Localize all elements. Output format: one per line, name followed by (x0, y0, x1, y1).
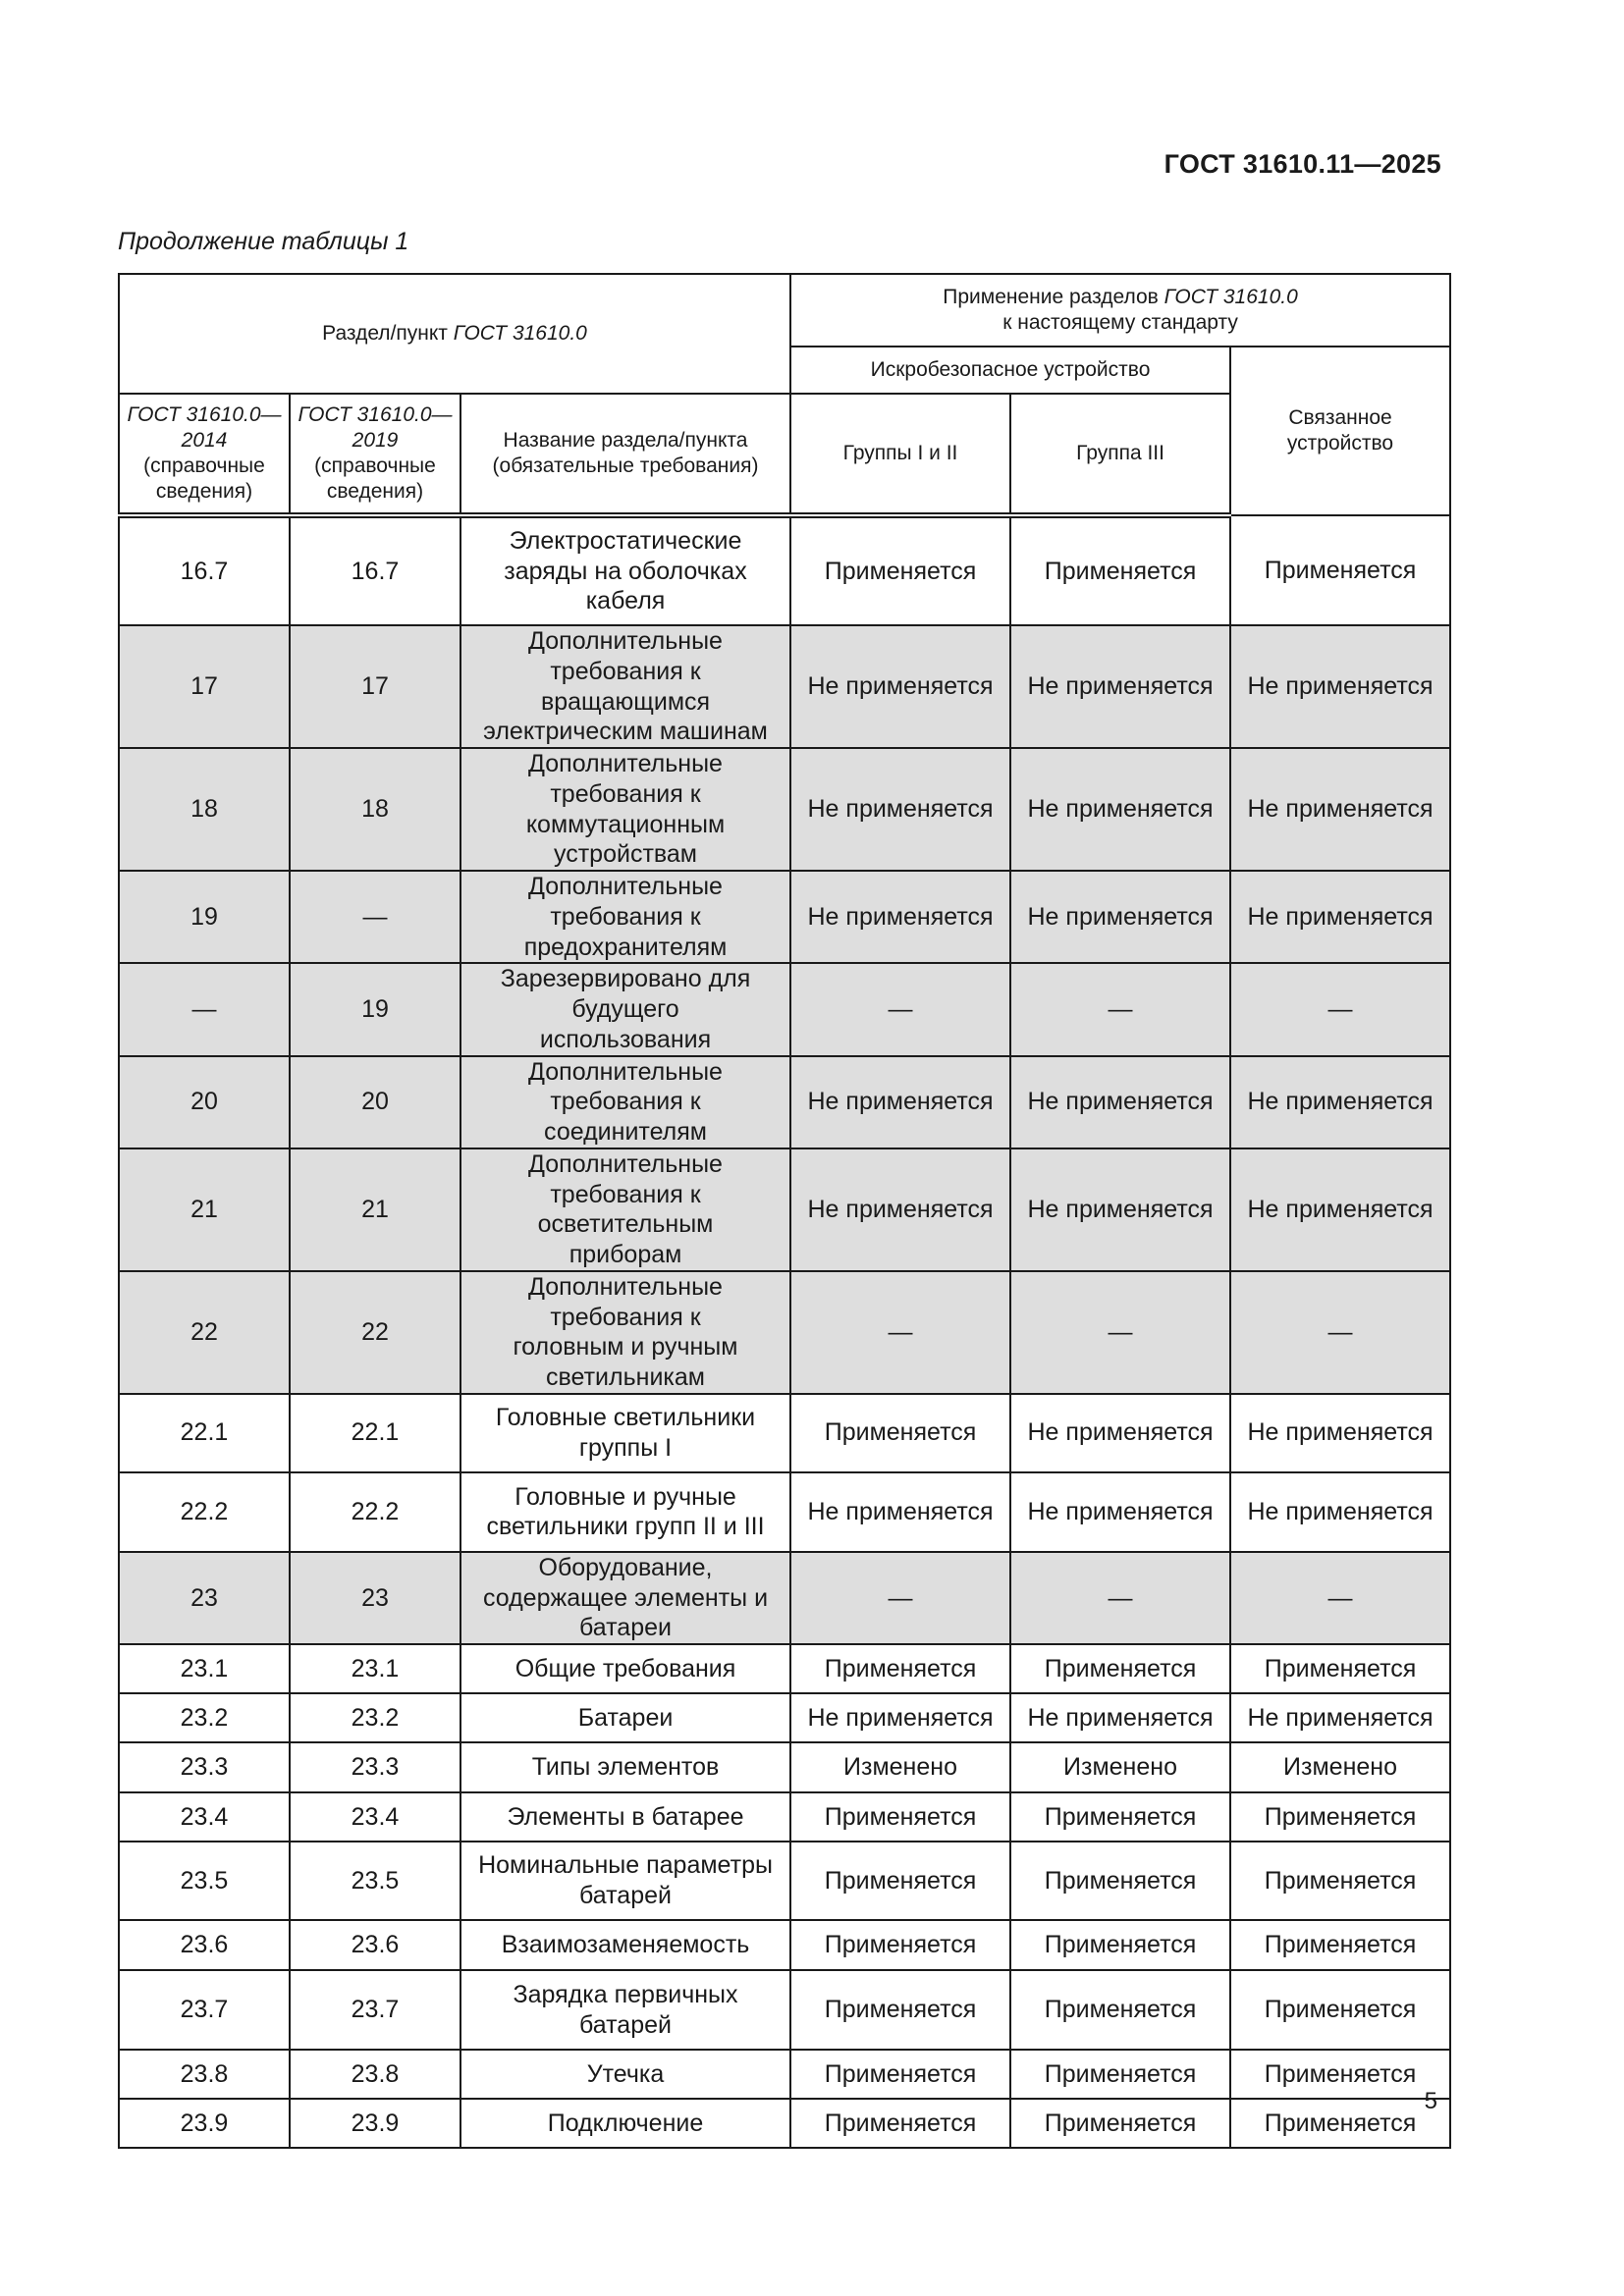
cell-associated: Не применяется (1230, 871, 1450, 963)
cell-associated: Не применяется (1230, 1693, 1450, 1742)
cell-associated: Не применяется (1230, 625, 1450, 748)
cell-associated: — (1230, 963, 1450, 1055)
intrinsic-device-header: Искробезопасное устройство (790, 347, 1230, 394)
cell-2014: 20 (119, 1056, 290, 1148)
cell-group-3: Применяется (1010, 1792, 1230, 1842)
cell-2019: — (290, 871, 460, 963)
table-row (119, 1792, 1450, 1842)
cell-name: Взаимозаменяемость (460, 1920, 790, 1970)
table-row (119, 2050, 1450, 2099)
cell-group-3: Не применяется (1010, 748, 1230, 871)
cell-2019: 23.6 (290, 1920, 460, 1970)
table-row (119, 1472, 1450, 1552)
cell-group-3: Изменено (1010, 1742, 1230, 1792)
cell-groups-1-2: Применяется (790, 1644, 1010, 1693)
requirements-table (118, 273, 1451, 2149)
cell-2019: 22.1 (290, 1394, 460, 1472)
cell-2014: 23.4 (119, 1792, 290, 1842)
cell-2019: 23.1 (290, 1644, 460, 1693)
cell-groups-1-2: Не применяется (790, 1472, 1010, 1552)
cell-2014: 23.5 (119, 1842, 290, 1920)
table-row (119, 1644, 1450, 1693)
cell-2019: 17 (290, 625, 460, 748)
cell-associated: Не применяется (1230, 1472, 1450, 1552)
cell-2014: 22 (119, 1271, 290, 1394)
cell-associated: Не применяется (1230, 1394, 1450, 1472)
cell-groups-1-2: Применяется (790, 1920, 1010, 1970)
cell-2014: 17 (119, 625, 290, 748)
cell-groups-1-2: Не применяется (790, 1148, 1010, 1271)
cell-2019: 23.8 (290, 2050, 460, 2099)
cell-associated: Применяется (1230, 1792, 1450, 1842)
cell-associated: Изменено (1230, 1742, 1450, 1792)
cell-associated: Применяется (1230, 515, 1450, 625)
cell-name: Дополнительные требования к головным и ручным светильникам (460, 1271, 790, 1394)
cell-associated: Применяется (1230, 2050, 1450, 2099)
group-3-header: Группа III (1010, 394, 1230, 515)
cell-group-3: Применяется (1010, 1842, 1230, 1920)
cell-name: Подключение (460, 2099, 790, 2148)
cell-associated: Не применяется (1230, 1056, 1450, 1148)
page-number: 5 (1424, 2088, 1437, 2114)
cell-2019: 16.7 (290, 515, 460, 625)
cell-associated: Не применяется (1230, 1148, 1450, 1271)
cell-group-3: Применяется (1010, 1920, 1230, 1970)
cell-2019: 23.2 (290, 1693, 460, 1742)
cell-2019: 23.4 (290, 1792, 460, 1842)
cell-group-3: Не применяется (1010, 1148, 1230, 1271)
cell-2014: 18 (119, 748, 290, 871)
table-row (119, 625, 1450, 748)
cell-2014: — (119, 963, 290, 1055)
cell-associated: Применяется (1230, 2099, 1450, 2148)
cell-name: Зарезервировано для будущего использования (460, 963, 790, 1055)
cell-2014: 16.7 (119, 515, 290, 625)
cell-associated: Применяется (1230, 1842, 1450, 1920)
table-row (119, 1970, 1450, 2050)
cell-groups-1-2: Не применяется (790, 1056, 1010, 1148)
cell-name: Батареи (460, 1693, 790, 1742)
table-caption: Продолжение таблицы 1 (118, 228, 409, 255)
cell-2014: 21 (119, 1148, 290, 1271)
cell-2019: 19 (290, 963, 460, 1055)
cell-group-3: Не применяется (1010, 1693, 1230, 1742)
cell-2019: 23.5 (290, 1842, 460, 1920)
cell-name: Дополнительные требования к предохранителям (460, 871, 790, 963)
table-row (119, 748, 1450, 871)
cell-group-3: Не применяется (1010, 871, 1230, 963)
cell-name: Дополнительные требования к осветительным приборам (460, 1148, 790, 1271)
cell-group-3: Не применяется (1010, 1472, 1230, 1552)
cell-groups-1-2: Применяется (790, 1792, 1010, 1842)
table-row (119, 1693, 1450, 1742)
cell-2019: 22.2 (290, 1472, 460, 1552)
cell-name: Дополнительные требования к соединителям (460, 1056, 790, 1148)
table-row (119, 963, 1450, 1055)
table-row (119, 1920, 1450, 1970)
cell-name: Общие требования (460, 1644, 790, 1693)
cell-associated: Применяется (1230, 1970, 1450, 2050)
groups-1-2-header: Группы I и II (790, 394, 1010, 515)
cell-2019: 20 (290, 1056, 460, 1148)
cell-group-3: Применяется (1010, 515, 1230, 625)
cell-groups-1-2: Применяется (790, 2050, 1010, 2099)
cell-name: Дополнительные требования к вращающимся электрическим машинам (460, 625, 790, 748)
table-row (119, 1842, 1450, 1920)
cell-name: Утечка (460, 2050, 790, 2099)
cell-groups-1-2: Не применяется (790, 748, 1010, 871)
cell-groups-1-2: Не применяется (790, 1693, 1010, 1742)
cell-groups-1-2: — (790, 963, 1010, 1055)
table-body (119, 515, 1450, 2148)
cell-name: Головные светильники группы I (460, 1394, 790, 1472)
table-row (119, 1394, 1450, 1472)
cell-2014: 23.9 (119, 2099, 290, 2148)
cell-group-3: Не применяется (1010, 625, 1230, 748)
cell-2019: 23.7 (290, 1970, 460, 2050)
col-2019-header: ГОСТ 31610.0—2019 (справочные сведения) (290, 394, 460, 515)
table-row (119, 2099, 1450, 2148)
cell-name: Элементы в батарее (460, 1792, 790, 1842)
cell-group-3: — (1010, 1552, 1230, 1644)
section-header: Раздел/пункт ГОСТ 31610.0 (119, 274, 790, 394)
cell-groups-1-2: Не применяется (790, 625, 1010, 748)
cell-groups-1-2: Применяется (790, 1842, 1010, 1920)
application-header: Применение разделов ГОСТ 31610.0 к настоящему стандарту (790, 274, 1450, 347)
cell-2019: 23 (290, 1552, 460, 1644)
cell-name: Оборудование, содержащее элементы и батареи (460, 1552, 790, 1644)
cell-name: Электростатические заряды на оболочках кабеля (460, 515, 790, 625)
cell-group-3: Применяется (1010, 2050, 1230, 2099)
cell-group-3: Не применяется (1010, 1394, 1230, 1472)
cell-group-3: Применяется (1010, 1970, 1230, 2050)
cell-group-3: Применяется (1010, 2099, 1230, 2148)
table-row (119, 1056, 1450, 1148)
cell-associated: Не применяется (1230, 748, 1450, 871)
cell-2019: 22 (290, 1271, 460, 1394)
cell-associated: — (1230, 1271, 1450, 1394)
cell-associated: — (1230, 1552, 1450, 1644)
cell-2019: 21 (290, 1148, 460, 1271)
cell-2014: 23.2 (119, 1693, 290, 1742)
name-col-header: Название раздела/пункта (обязательные требования) (460, 394, 790, 515)
cell-group-3: — (1010, 963, 1230, 1055)
cell-2014: 23 (119, 1552, 290, 1644)
cell-2019: 23.9 (290, 2099, 460, 2148)
cell-groups-1-2: Применяется (790, 2099, 1010, 2148)
cell-name: Дополнительные требования к коммутационным устройствам (460, 748, 790, 871)
cell-groups-1-2: Изменено (790, 1742, 1010, 1792)
cell-2014: 23.7 (119, 1970, 290, 2050)
cell-groups-1-2: Применяется (790, 1394, 1010, 1472)
cell-groups-1-2: — (790, 1271, 1010, 1394)
cell-groups-1-2: — (790, 1552, 1010, 1644)
table-row (119, 1271, 1450, 1394)
cell-group-3: Применяется (1010, 1644, 1230, 1693)
cell-associated: Применяется (1230, 1644, 1450, 1693)
cell-groups-1-2: Применяется (790, 515, 1010, 625)
cell-2014: 22.2 (119, 1472, 290, 1552)
cell-groups-1-2: Применяется (790, 1970, 1010, 2050)
cell-2014: 23.8 (119, 2050, 290, 2099)
cell-group-3: — (1010, 1271, 1230, 1394)
cell-2019: 18 (290, 748, 460, 871)
cell-2014: 23.1 (119, 1644, 290, 1693)
cell-2014: 19 (119, 871, 290, 963)
table-row (119, 1552, 1450, 1644)
document-code: ГОСТ 31610.11—2025 (1164, 149, 1441, 179)
associated-device-header: Связанное устройство (1230, 347, 1450, 515)
table-row (119, 1742, 1450, 1792)
cell-name: Типы элементов (460, 1742, 790, 1792)
cell-name: Зарядка первичных батарей (460, 1970, 790, 2050)
cell-group-3: Не применяется (1010, 1056, 1230, 1148)
cell-name: Головные и ручные светильники групп II и III (460, 1472, 790, 1552)
cell-2014: 23.3 (119, 1742, 290, 1792)
cell-2019: 23.3 (290, 1742, 460, 1792)
col-2014-header: ГОСТ 31610.0—2014 (справочные сведения) (119, 394, 290, 515)
cell-name: Номинальные параметры батарей (460, 1842, 790, 1920)
cell-associated: Применяется (1230, 1920, 1450, 1970)
table-row (119, 515, 1450, 625)
cell-groups-1-2: Не применяется (790, 871, 1010, 963)
table-row (119, 871, 1450, 963)
table-row (119, 1148, 1450, 1271)
cell-2014: 22.1 (119, 1394, 290, 1472)
cell-2014: 23.6 (119, 1920, 290, 1970)
